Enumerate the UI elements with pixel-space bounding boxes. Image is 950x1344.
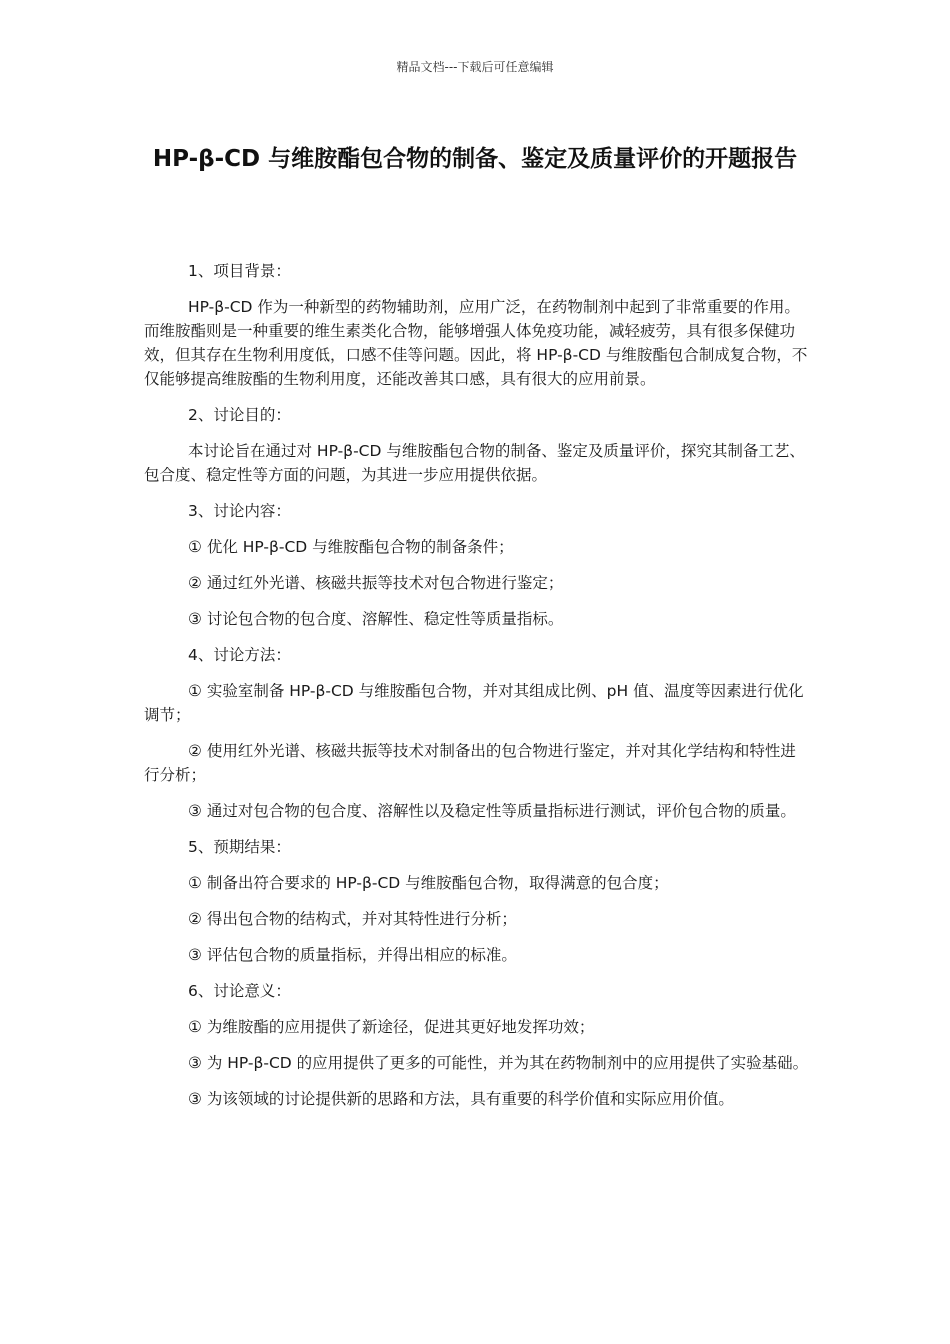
- list-item-results-2: ② 得出包合物的结构式，并对其特性进行分析；: [188, 910, 517, 928]
- list-item-significance-2: ③ 为 HP-β-CD 的应用提供了更多的可能性，并为其在药物制剂中的应用提供了实验基础。: [188, 1054, 809, 1072]
- list-item-significance-1: ① 为维胺酯的应用提供了新途径，促进其更好地发挥功效；: [188, 1018, 595, 1036]
- paragraph-background: HP-β-CD 作为一种新型的药物辅助剂，应用广泛，在药物制剂中起到了非常重要的作用。而维胺酯则是一种重要的维生素类化合物，能够增强人体免疫功能，减轻疲劳，具有很多保健功效，但其存在生物利用度低，口感不佳等问题。因此，将 HP-β-CD 与维胺酯包合制成复合物，不仅能够提高维胺酯的生物利用度，还能改善其口感，具有很大的应用前景。: [144, 298, 808, 388]
- list-item-methods-3: ③ 通过对包合物的包合度、溶解性以及稳定性等质量指标进行测试，评价包合物的质量。: [188, 802, 796, 820]
- list-item-content-3: ③ 讨论包合物的包合度、溶解性、稳定性等质量指标。: [188, 610, 564, 628]
- document-title: HP-β-CD 与维胺酯包合物的制备、鉴定及质量评价的开题报告: [152, 146, 798, 172]
- section-heading-significance: 6、讨论意义：: [188, 982, 291, 1000]
- list-item-methods-2: ② 使用红外光谱、核磁共振等技术对制备出的包合物进行鉴定，并对其化学结构和特性进行分析；: [144, 742, 796, 784]
- list-item-results-1: ① 制备出符合要求的 HP-β-CD 与维胺酯包合物，取得满意的包合度；: [188, 874, 669, 892]
- list-item-significance-3: ③ 为该领域的讨论提供新的思路和方法，具有重要的科学价值和实际应用价值。: [188, 1090, 734, 1108]
- list-item-methods-1: ① 实验室制备 HP-β-CD 与维胺酯包合物，并对其组成比例、pH 值、温度等因素进行优化调节；: [144, 682, 804, 724]
- header-note: 精品文档---下载后可任意编辑: [396, 60, 554, 74]
- section-heading-content: 3、讨论内容：: [188, 502, 291, 520]
- section-heading-background: 1、项目背景：: [188, 262, 291, 280]
- section-heading-purpose: 2、讨论目的：: [188, 406, 291, 424]
- list-item-results-3: ③ 评估包合物的质量指标，并得出相应的标准。: [188, 946, 517, 964]
- section-heading-methods: 4、讨论方法：: [188, 646, 291, 664]
- document-body: [144, 259, 810, 1123]
- paragraph-purpose: 本讨论旨在通过对 HP-β-CD 与维胺酯包合物的制备、鉴定及质量评价，探究其制备工艺、包合度、稳定性等方面的问题，为其进一步应用提供依据。: [144, 442, 805, 484]
- list-item-content-1: ① 优化 HP-β-CD 与维胺酯包合物的制备条件；: [188, 538, 514, 556]
- list-item-content-2: ② 通过红外光谱、核磁共振等技术对包合物进行鉴定；: [188, 574, 564, 592]
- section-heading-results: 5、预期结果：: [188, 838, 291, 856]
